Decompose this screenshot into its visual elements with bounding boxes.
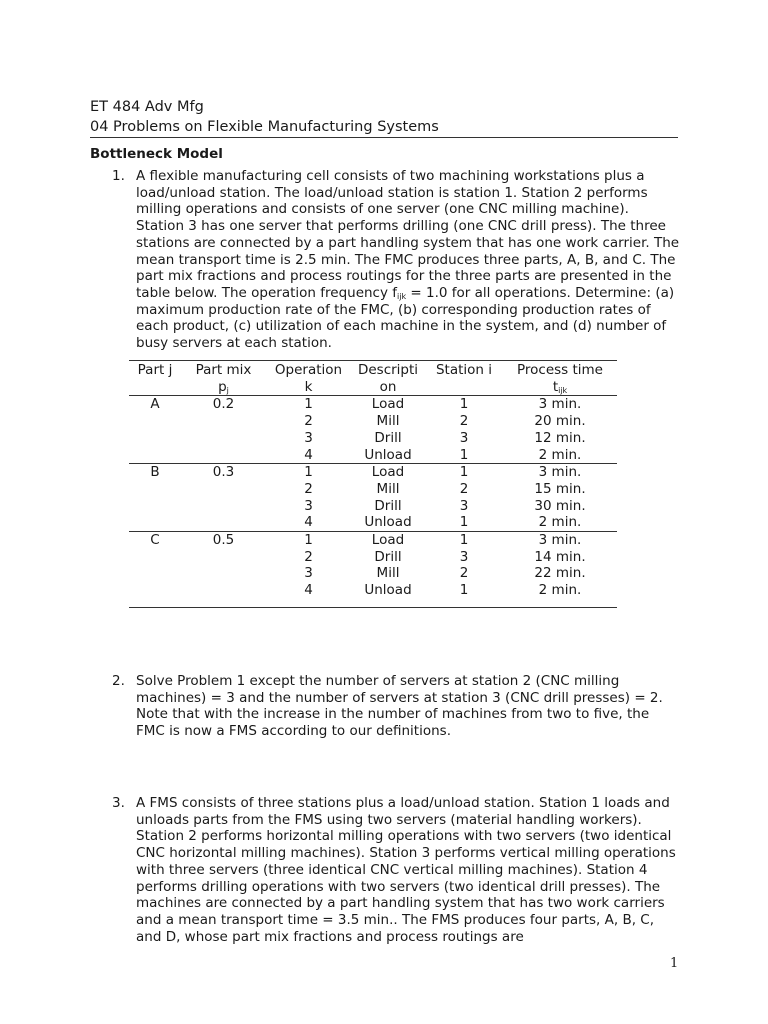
cell-part: [129, 481, 181, 498]
cell-description: Mill: [376, 480, 400, 497]
course-title: ET 484 Adv Mfg: [90, 99, 204, 115]
cell-description: Unload: [351, 514, 425, 531]
cell-description: Unload: [351, 582, 425, 607]
cell-time: 20 min.: [534, 413, 586, 430]
cell-part: [129, 447, 181, 464]
cell-operation: 1: [304, 396, 313, 413]
process-routing-table: [129, 360, 617, 608]
cell-mix: [181, 447, 266, 464]
header-process-time-symbol: t: [552, 378, 559, 395]
cell-operation: 2: [304, 548, 313, 565]
cell-time: 15 min.: [534, 480, 586, 497]
table-header-row: [129, 361, 617, 396]
cell-mix: [181, 549, 266, 566]
cell-mix: 0.5: [212, 532, 235, 549]
cell-station: 3: [459, 429, 469, 446]
cell-operation: 3: [304, 429, 313, 446]
cell-mix: [181, 481, 266, 498]
problem-3-text: A FMS consists of three stations plus a load/unload station. Station 1 loads and unloads parts from the FMS using two servers (material handling workers). Station 2 performs horizontal milling operations with two servers (two identical CNC horizontal milling machines). Station 3 performs vertical milling operations with three servers (three identical CNC vertical milling machines). Station 4 performs drilling operations with two servers (two identical drill presses). The machines are connected by a part handling system that has two work carriers and a mean transport time = 3.5 min.. The FMS produces four parts, A, B, C, and D, whose part mix fractions and process routings are: [136, 795, 676, 945]
table-row: [129, 532, 617, 549]
header-description-l2: on: [379, 378, 397, 395]
cell-operation: 4: [266, 447, 351, 464]
cell-part: A: [150, 396, 160, 413]
document-title: 04 Problems on Flexible Manufacturing Systems: [90, 119, 439, 135]
cell-description: Load: [371, 396, 405, 413]
table-row: [129, 464, 617, 481]
cell-mix: [181, 413, 266, 430]
table-row: [129, 481, 617, 498]
header-process-time-label: Process time: [516, 362, 603, 378]
problem-1-text-b: = 1.0 for all operations. Determine: (a) maximum production rate of the FMC, (b) corresponding production rates of each product, (c) utilization of each machine in the system, and (d) number of busy servers at each station.: [136, 284, 675, 352]
cell-part: [129, 413, 181, 430]
cell-time: 3 min.: [538, 396, 582, 413]
cell-description: Drill: [374, 429, 402, 446]
cell-part: [129, 498, 181, 515]
cell-part: [129, 514, 181, 531]
cell-time: 3 min.: [538, 532, 582, 549]
header-operation: [266, 361, 351, 396]
cell-operation: 3: [304, 565, 313, 582]
section-heading: Bottleneck Model: [90, 146, 223, 162]
cell-station: 2: [459, 480, 469, 497]
cell-part: [129, 430, 181, 447]
header-part-mix-sub: j: [226, 385, 229, 395]
cell-part: [129, 565, 181, 582]
cell-time: 2 min.: [503, 447, 617, 464]
header-part-mix: [181, 361, 266, 396]
cell-time: 14 min.: [534, 548, 586, 565]
cell-part: [129, 582, 181, 607]
header-station: [425, 361, 503, 396]
cell-time: 2 min.: [503, 514, 617, 531]
cell-time: 3 min.: [538, 464, 582, 481]
cell-station: 2: [459, 413, 469, 430]
cell-operation: 2: [304, 413, 313, 430]
problem-1-text-a: A flexible manufacturing cell consists of two machining workstations plus a load/unload station. The load/unload station is station 1. Station 2 performs milling operations and consists of one server (one CNC milling machine). Station 3 has one server that performs drilling (one CNC drill press). The three stations are connected by a part handling system that has one work carrier. The mean transport time is 2.5 min. The FMC produces three parts, A, B, and C. The part mix fractions and process routings for the three parts are presented in the table below. The operation frequency f: [136, 168, 680, 301]
problem-2-number: 2.: [112, 673, 125, 689]
cell-time: 22 min.: [534, 565, 586, 582]
cell-part: [129, 549, 181, 566]
problem-1-subscript: ijk: [397, 291, 407, 301]
cell-description: Mill: [376, 413, 400, 430]
header-part-mix-label: Part mix: [195, 362, 252, 378]
page-number: 1: [670, 956, 679, 971]
header-part-label: Part j: [137, 362, 173, 378]
problem-2-text: Solve Problem 1 except the number of servers at station 2 (CNC milling machines) = 3 and the number of servers at station 3 (CNC drill presses) = 2. Note that with the increase in the number of machines from two to five, the FMC is now a FMS according to our definitions.: [136, 673, 663, 740]
header-description-l1: Descripti: [357, 362, 419, 378]
table-row: [129, 565, 617, 582]
header-description: [351, 361, 425, 396]
cell-part: C: [150, 532, 160, 549]
cell-description: Unload: [351, 447, 425, 464]
cell-operation: 1: [304, 532, 313, 549]
cell-station: 3: [459, 497, 469, 514]
cell-mix: [181, 565, 266, 582]
cell-station: 1: [425, 514, 503, 531]
table-row: [129, 413, 617, 430]
cell-mix: [181, 498, 266, 515]
problem-1-number: 1.: [112, 168, 125, 184]
cell-mix: 0.2: [212, 396, 235, 413]
cell-operation: 3: [304, 497, 313, 514]
cell-mix: 0.3: [212, 464, 235, 481]
cell-description: Mill: [376, 565, 400, 582]
cell-time: 30 min.: [534, 497, 586, 514]
cell-operation: 2: [304, 480, 313, 497]
header-divider: [90, 137, 678, 138]
cell-mix: [181, 582, 266, 607]
cell-station: 1: [459, 396, 469, 413]
header-operation-symbol: k: [304, 378, 313, 395]
cell-station: 1: [459, 464, 469, 481]
table-row: [129, 498, 617, 515]
cell-time: 2 min.: [503, 582, 617, 607]
cell-operation: 1: [304, 464, 313, 481]
cell-description: Drill: [374, 497, 402, 514]
cell-mix: [181, 514, 266, 531]
table-row: [129, 582, 617, 607]
cell-part: B: [150, 464, 160, 481]
header-operation-label: Operation: [274, 362, 343, 378]
table-row: [129, 430, 617, 447]
cell-station: 1: [459, 532, 469, 549]
cell-description: Load: [371, 464, 405, 481]
cell-operation: 4: [266, 582, 351, 607]
table-row: [129, 447, 617, 464]
header-station-label: Station i: [435, 362, 493, 378]
problem-3-number: 3.: [112, 795, 125, 811]
cell-station: 1: [425, 582, 503, 607]
table-row: [129, 396, 617, 413]
problem-1-text: [136, 168, 681, 352]
cell-station: 2: [459, 565, 469, 582]
cell-description: Load: [371, 532, 405, 549]
header-part-mix-symbol: p: [218, 378, 227, 395]
table-row: [129, 514, 617, 531]
cell-time: 12 min.: [534, 429, 586, 446]
header-part: [129, 361, 181, 396]
cell-station: 1: [425, 447, 503, 464]
header-process-time-sub: ijk: [558, 385, 568, 395]
cell-mix: [181, 430, 266, 447]
header-process-time: [503, 361, 617, 396]
table-row: [129, 549, 617, 566]
cell-description: Drill: [374, 548, 402, 565]
cell-operation: 4: [266, 514, 351, 531]
cell-station: 3: [459, 548, 469, 565]
